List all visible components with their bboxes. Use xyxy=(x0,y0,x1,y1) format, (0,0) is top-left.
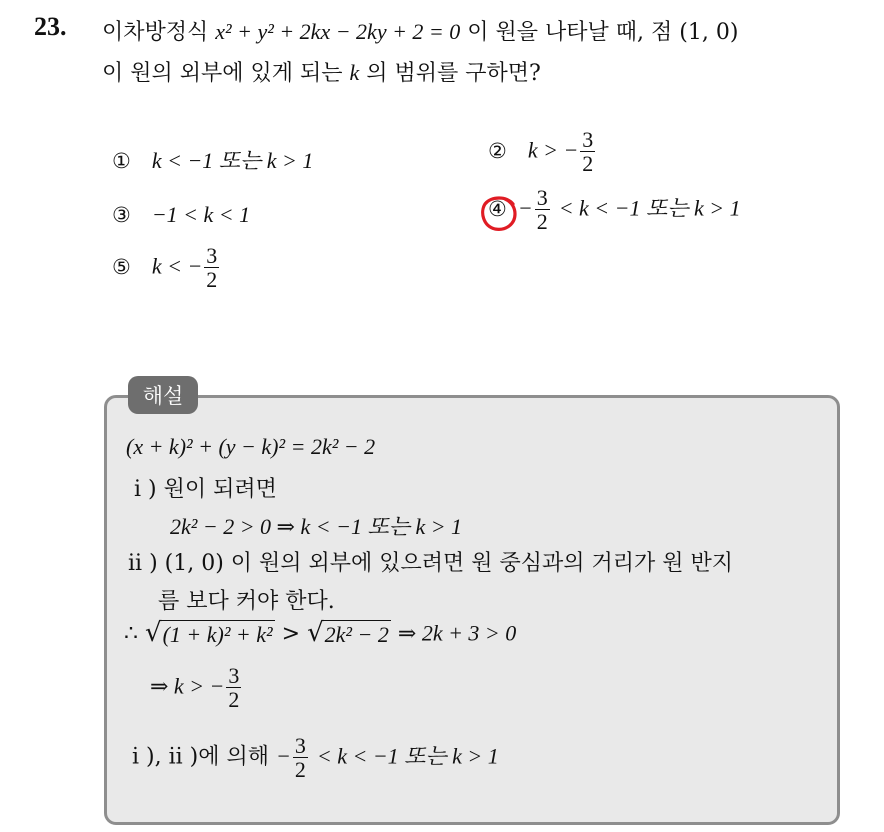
choice-1-text: k < −1 또는 k > 1 xyxy=(151,148,314,173)
choice-1-marker: ① xyxy=(112,149,131,173)
choice-5[interactable] xyxy=(112,244,221,291)
choice-4-prefix: − xyxy=(517,195,533,221)
sqrt-1-body: (1 + k)² + k² xyxy=(162,622,273,647)
choice-2-marker: ② xyxy=(488,138,507,163)
implies-numerator: 3 xyxy=(228,663,240,688)
implies-denominator: 2 xyxy=(228,687,240,713)
solution-equation: (x + k)² + (y − k)² = 2k² − 2 xyxy=(126,434,376,459)
implies-fraction xyxy=(226,664,241,711)
choice-2-fraction xyxy=(580,128,595,175)
therefore-symbol: ∴ xyxy=(124,621,138,647)
choice-4[interactable] xyxy=(488,186,741,233)
choice-2[interactable] xyxy=(488,128,597,175)
step-1-label: i ) xyxy=(134,477,157,502)
choice-5-marker: ⑤ xyxy=(112,254,131,279)
choice-4-marker: ④ xyxy=(488,196,507,221)
distance-inequality xyxy=(124,620,516,649)
choice-3-marker: ③ xyxy=(112,203,131,227)
choice-5-fraction xyxy=(204,244,219,291)
choice-4-suffix: < k < −1 또는 k > 1 xyxy=(558,195,741,221)
step-2-label: ii ) xyxy=(128,551,158,576)
step-2-text-a: (1, 0) 이 원의 외부에 있으려면 원 중심과의 거리가 원 반지 xyxy=(164,551,734,576)
question-line2-prefix: 이 원의 외부에 있게 되는 xyxy=(102,61,343,86)
conclusion-text: 에 의해 xyxy=(198,744,269,770)
choice-5-numerator: 3 xyxy=(206,243,218,268)
sqrt-2-body: 2k² − 2 xyxy=(324,622,389,647)
conclusion-prefix: − xyxy=(276,743,291,769)
implies-prefix: ⇒ k > − xyxy=(150,673,225,699)
radical-sign: √ xyxy=(145,618,162,648)
question-line-2 xyxy=(102,56,541,87)
choice-3[interactable] xyxy=(112,202,250,228)
step-2-text-b: 름 보다 커야 한다. xyxy=(158,589,335,614)
conclusion-label: i ), ii ) xyxy=(132,744,199,770)
sqrt-expression-1 xyxy=(145,620,275,649)
choice-3-text: −1 < k < 1 xyxy=(151,202,251,227)
step-2 xyxy=(128,546,733,577)
greater-than: > xyxy=(281,621,301,647)
step-1 xyxy=(134,472,277,503)
choice-5-prefix: k < − xyxy=(151,253,203,279)
question-variable: k xyxy=(349,60,360,85)
conclusion-numerator: 3 xyxy=(294,733,306,758)
radical-sign: √ xyxy=(307,618,324,648)
choice-2-prefix: k > − xyxy=(527,137,579,163)
question-equation: x² + y² + 2kx − 2ky + 2 = 0 xyxy=(215,19,461,44)
choice-2-denominator: 2 xyxy=(582,151,594,177)
question-prefix: 이차방정식 xyxy=(102,20,209,45)
conclusion-fraction xyxy=(293,734,308,781)
question-line2-suffix: 의 범위를 구하면? xyxy=(366,61,541,86)
implies-line xyxy=(150,664,243,711)
question-number: 23. xyxy=(34,12,67,41)
step-1-math: 2k² − 2 > 0 ⇒ k < −1 또는 k > 1 xyxy=(170,514,463,539)
choice-5-denominator: 2 xyxy=(206,267,218,293)
conclusion-denominator: 2 xyxy=(294,757,306,783)
implies-tail: ⇒ 2k + 3 > 0 xyxy=(397,620,517,646)
conclusion-line xyxy=(132,734,499,781)
choice-4-fraction xyxy=(535,186,550,233)
question-line-1 xyxy=(102,15,738,46)
choice-1[interactable] xyxy=(112,144,313,175)
conclusion-suffix: < k < −1 또는 k > 1 xyxy=(316,743,499,769)
sqrt-expression-2 xyxy=(307,620,391,649)
step-1-text: 원이 되려면 xyxy=(163,477,277,502)
choice-4-denominator: 2 xyxy=(536,209,548,235)
choice-2-numerator: 3 xyxy=(582,127,594,152)
choice-4-numerator: 3 xyxy=(536,185,548,210)
solution-tab: 해설 xyxy=(128,376,198,414)
question-suffix: 이 원을 나타날 때, 점 (1, 0) xyxy=(467,20,739,45)
